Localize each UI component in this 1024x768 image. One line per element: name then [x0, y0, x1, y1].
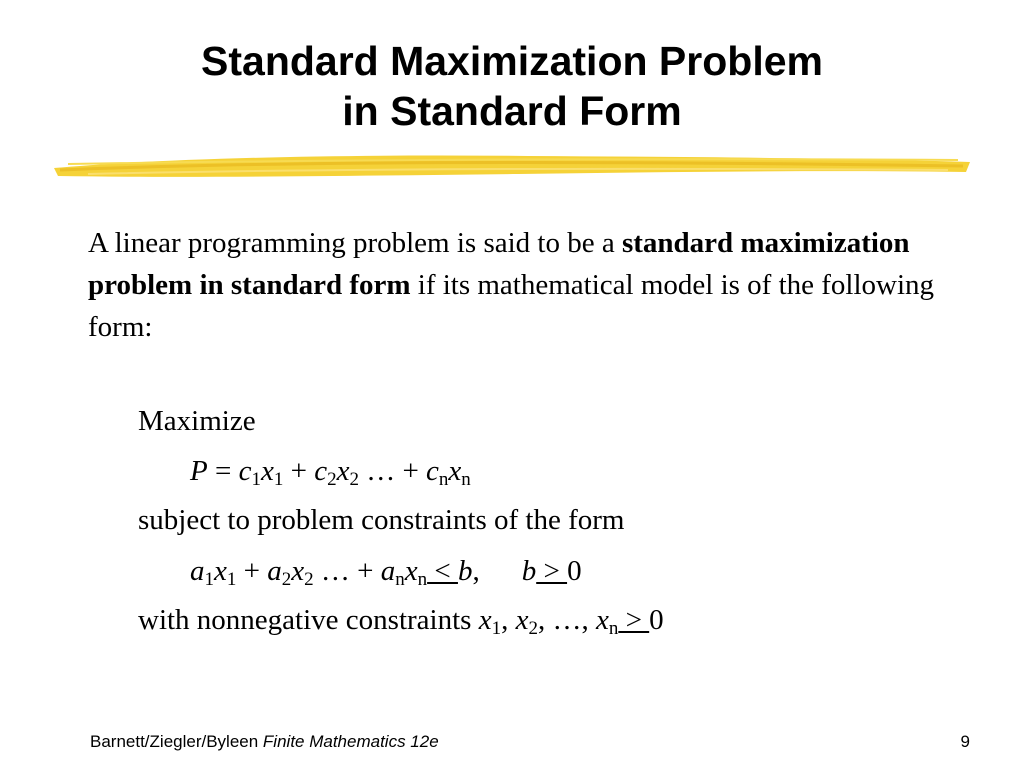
slide-number: 9 [960, 732, 970, 751]
problem-constraint: $a_1x_1 + a_2x_2$ … + $a_nx_n < b$, b > 0 [190, 555, 582, 590]
footer-authors: Barnett/Ziegler/Byleen [90, 732, 263, 751]
maximize-label: Maximize [138, 405, 256, 437]
subject-to-label: subject to problem constraints of the form [138, 504, 625, 536]
intro-text-a: A linear programming problem is said to be a [88, 227, 622, 259]
slide-title [0, 36, 1024, 136]
title-line-1: Standard Maximization Problem [201, 38, 823, 84]
title-line-2: in Standard Form [342, 88, 682, 134]
footer-citation [90, 732, 439, 752]
footer-book-title: Finite Mathematics 12e [262, 732, 439, 751]
title-underline-brushstroke [48, 148, 976, 188]
objective-function: $P = c_1x_1 + c_2x_2$ … + $c_nx_n$ [190, 455, 471, 490]
intro-text-b: if its mathematical model is of the following form: [88, 269, 935, 343]
nonnegative-constraints: with nonnegative constraints $x_1$, $x_2$, …, $x_n > 0$ [138, 604, 664, 639]
intro-bold-term: standard maximization problem in standard form [88, 227, 910, 301]
intro-paragraph [88, 222, 968, 348]
